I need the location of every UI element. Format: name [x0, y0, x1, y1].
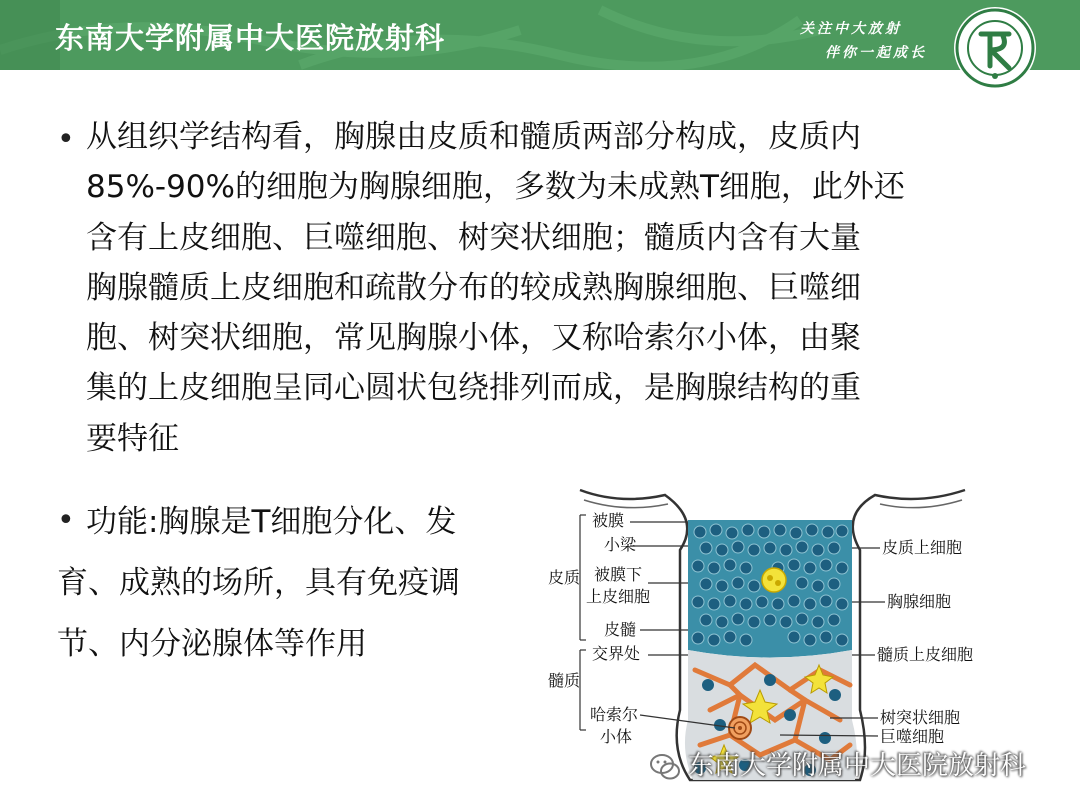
header-title: 东南大学附属中大医院放射科 [55, 21, 446, 55]
label-hassall-2: 小体 [600, 727, 633, 746]
label-subcapsular-2: 上皮细胞 [586, 587, 651, 606]
label-cortex: 皮质 [548, 568, 581, 587]
paragraph-line: 85%-90%的细胞为胸腺细胞，多数为未成熟T细胞，此外还 [86, 169, 905, 206]
label-trabecula: 小梁 [604, 535, 637, 554]
label-medulla: 髓质 [548, 671, 581, 690]
label-medullary-epithelial: 髓质上皮细胞 [877, 645, 974, 664]
function-paragraph [57, 492, 460, 675]
slogan-line-2: 伴你一起成长 [825, 45, 927, 61]
label-capsule: 被膜 [592, 511, 625, 530]
paragraph-line: 功能:胸腺是T细胞分化、发 [86, 504, 457, 540]
paragraph-line: 含有上皮细胞、巨噬细胞、树突状细胞；髓质内含有大量 [86, 219, 861, 256]
slogan-line-1: 关注中大放射 [800, 21, 902, 37]
paragraph-line: 胞、树突状细胞，常见胸腺小体，又称哈索尔小体，由聚 [86, 320, 861, 357]
paragraph-line: 集的上皮细胞呈同心圆状包绕排列而成，是胸腺结构的重 [86, 370, 861, 407]
paragraph-line: 要特征 [86, 420, 179, 457]
label-subcapsular-1: 被膜下 [594, 565, 643, 584]
watermark-text: 东南大学附属中大医院放射科 [688, 751, 1027, 781]
histology-paragraph [86, 112, 905, 464]
wechat-watermark [650, 745, 1026, 782]
label-junction: 交界处 [592, 644, 641, 663]
label-hassall-1: 哈索尔 [590, 705, 639, 724]
thymus-lobule-diagram [540, 480, 1010, 790]
label-macrophage: 巨噬细胞 [880, 727, 945, 746]
label-dendritic: 树突状细胞 [880, 708, 961, 727]
label-corticomedullary: 皮髓 [604, 620, 637, 639]
cortex-macrophage [762, 568, 786, 592]
paragraph-line: 育、成熟的场所，具有免疫调 [57, 565, 460, 601]
label-thymocyte: 胸腺细胞 [887, 592, 952, 611]
bullet-marker: • [57, 122, 75, 157]
label-cortical-epithelial: 皮质上细胞 [882, 538, 963, 557]
paragraph-line: 节、内分泌腺体等作用 [57, 626, 367, 662]
wechat-icon [650, 753, 680, 781]
paragraph-line: 从组织学结构看，胸腺由皮质和髓质两部分构成，皮质内 [86, 119, 861, 155]
paragraph-line: 胸腺髓质上皮细胞和疏散分布的较成熟胸腺细胞、巨噬细 [86, 269, 861, 306]
bullet-marker: • [57, 503, 75, 538]
